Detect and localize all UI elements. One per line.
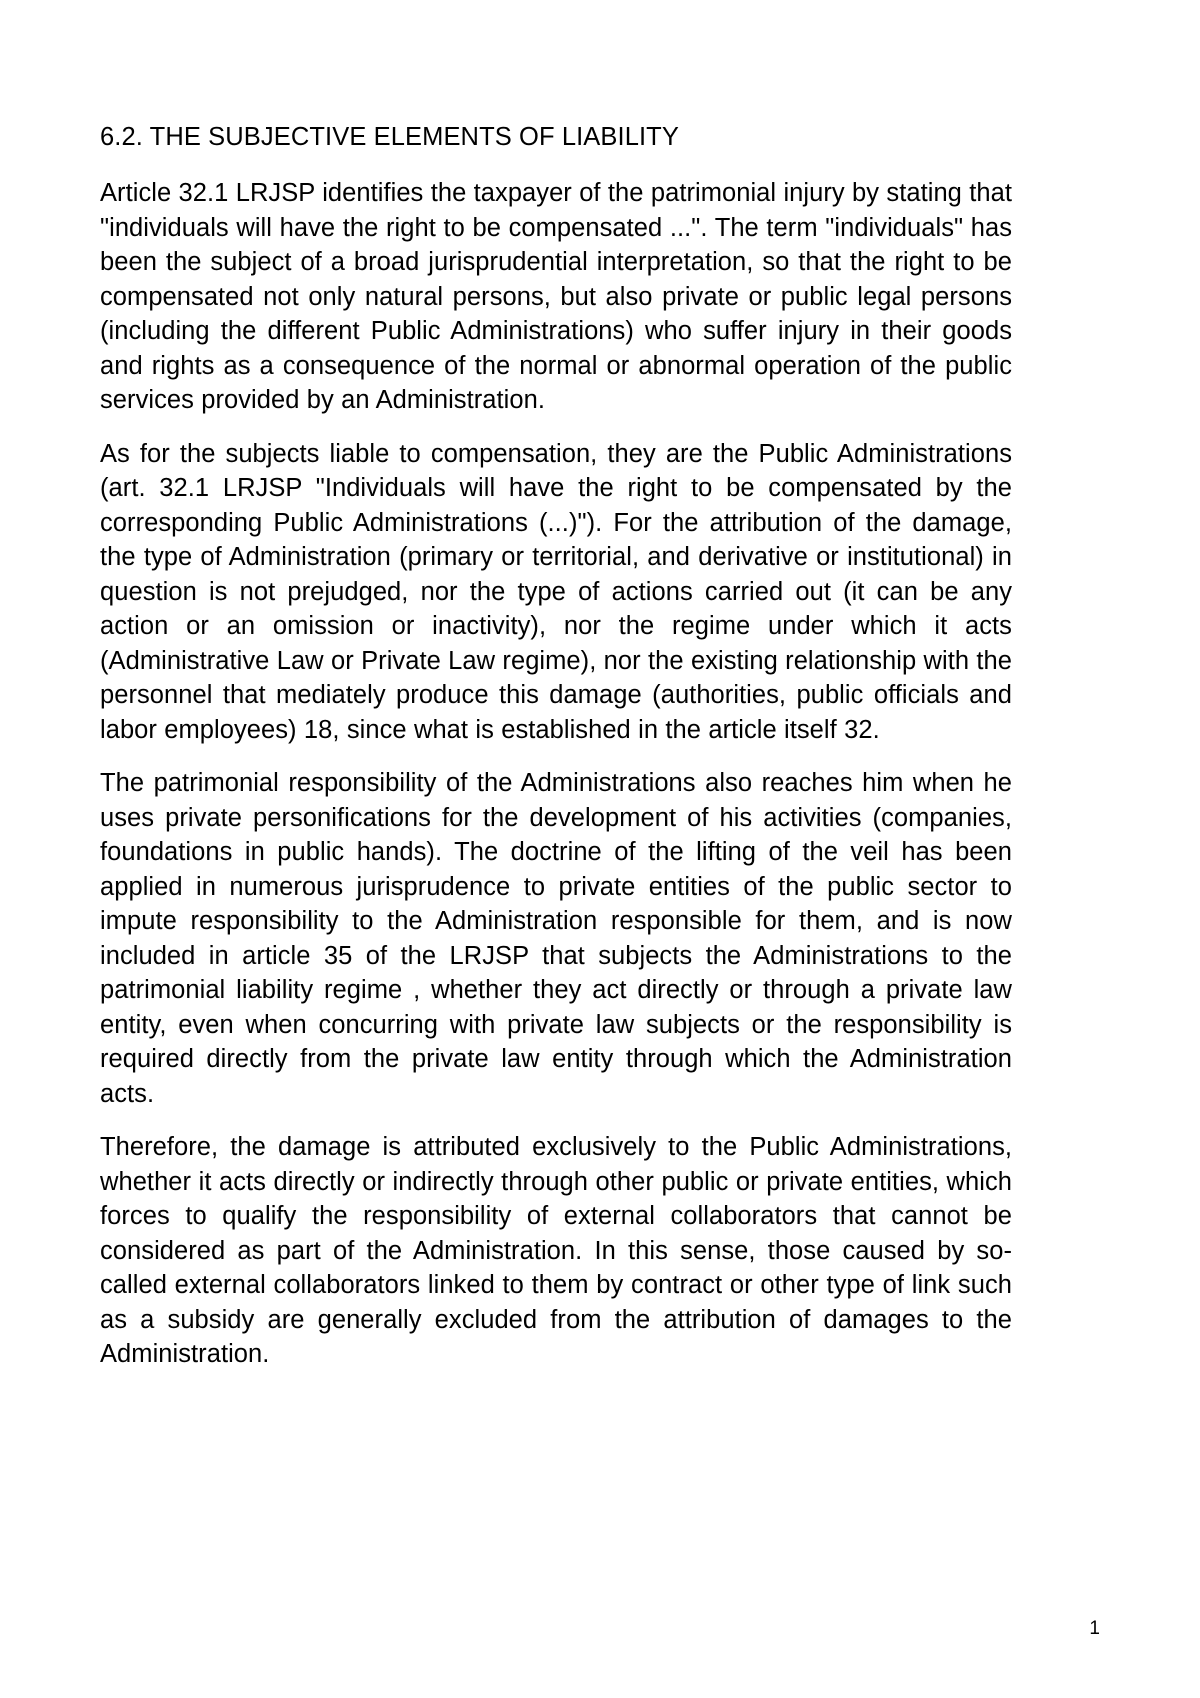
paragraph-3: The patrimonial responsibility of the Administrations also reaches him when he uses private personifications for the development of his activities (companies, foundations in public hands). The doctrine of the lifting of the veil has been applied in numerous jurisprudence to private entities of the public sector to impute responsibility to the Administration responsible for them, and is now included in article 35 of the LRJSP that subjects the Administrations to the patrimonial liability regime , whether they act directly or through a private law entity, even when concurring with private law subjects or the responsibility is required directly from the private law entity through which the Administration acts. <box>100 769 1012 1108</box>
paragraph-2: As for the subjects liable to compensation, they are the Public Administrations (art. 32.1 LRJSP "Individuals will have the right to be compensated by the corresponding Public Administrations (...)"). For the attribution of the damage, the type of Administration (primary or territorial, and derivative or institutional) in question is not prejudged, nor the type of actions carried out (it can be any action or an omission or inactivity), nor the regime under which it acts (Administrative Law or Private Law regime), nor the existing relationship with the personnel that mediately produce this damage (authorities, public officials and labor employees) 18, since what is established in the article itself 32. <box>100 439 1012 744</box>
document-body <box>100 120 1012 1372</box>
page-title: 6.2. THE SUBJECTIVE ELEMENTS OF LIABILITY <box>100 123 679 151</box>
paragraph-1: Article 32.1 LRJSP identifies the taxpayer of the patrimonial injury by stating that "individuals will have the right to be compensated ...". The term "individuals" has been the subject of a broad jurisprudential interpretation, so that the right to be compensated not only natural persons, but also private or public legal persons (including the different Public Administrations) who suffer injury in their goods and rights as a consequence of the normal or abnormal operation of the public services provided by an Administration. <box>100 179 1012 415</box>
page-number: 1 <box>1089 1618 1100 1639</box>
paragraph-4: Therefore, the damage is attributed exclusively to the Public Administrations, whether it acts directly or indirectly through other public or private entities, which forces to qualify the responsibility of external collaborators that cannot be considered as part of the Administration. In this sense, those caused by so-called external collaborators linked to them by contract or other type of link such as a subsidy are generally excluded from the attribution of damages to the Administration. <box>100 1133 1012 1369</box>
